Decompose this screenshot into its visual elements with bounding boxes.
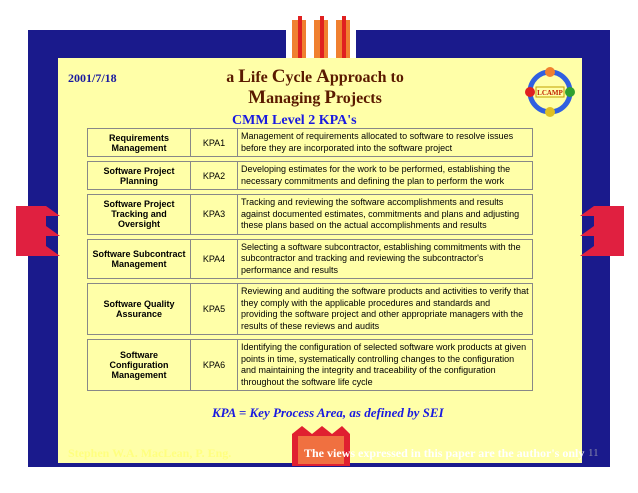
kpa-code: KPA3 bbox=[191, 195, 238, 235]
table-row bbox=[88, 239, 533, 279]
kpa-description: Reviewing and auditing the software products and activities to verify that they comply with the applicable procedures and standards and providing the software project and other appropriate managers with the results of these reviews and audits bbox=[238, 284, 533, 335]
slide-title bbox=[170, 67, 460, 109]
right-arrow-decoration bbox=[578, 196, 624, 266]
title-word-ife: ife bbox=[250, 69, 272, 86]
table-row bbox=[88, 195, 533, 235]
kpa-description: Selecting a software subcontractor, establishing commitments with the subcontractor and tracking and reviewing the subcontractor's performance and results bbox=[238, 239, 533, 279]
kpa-code: KPA2 bbox=[191, 162, 238, 190]
kpa-description: Identifying the configuration of selected software work products at given points in time, systematically controlling changes to the configuration and maintaining the integrity and traceability of the configuration throughout the software life cycle bbox=[238, 340, 533, 391]
kpa-area: Software Configuration Management bbox=[88, 340, 191, 391]
logo-text: LCAMP bbox=[537, 89, 563, 97]
kpa-code: KPA6 bbox=[191, 340, 238, 391]
title-letter-p: P bbox=[324, 87, 336, 108]
title-word-anaging: anaging bbox=[266, 90, 325, 107]
title-word-rojects: rojects bbox=[335, 90, 382, 107]
kpa-description: Management of requirements allocated to software to resolve issues before they are incorporated into the software project bbox=[238, 129, 533, 157]
kpa-area: Software Subcontract Management bbox=[88, 239, 191, 279]
kpa-code: KPA4 bbox=[191, 239, 238, 279]
lcamp-logo bbox=[522, 64, 578, 120]
footer-author: Stephen W.A. MacLean, P. Eng. bbox=[68, 446, 232, 460]
kpa-code: KPA1 bbox=[191, 129, 238, 157]
table-row bbox=[88, 162, 533, 190]
footer-disclaimer: The views expressed in this paper are the author's only bbox=[304, 446, 585, 460]
left-arrow-decoration bbox=[16, 196, 62, 266]
page-number: 11 bbox=[588, 447, 599, 459]
kpa-area: Software Quality Assurance bbox=[88, 284, 191, 335]
title-letter-a: A bbox=[316, 66, 330, 87]
slide-subtitle: CMM Level 2 KPA's bbox=[232, 113, 357, 128]
title-word-pproach: pproach to bbox=[329, 69, 404, 86]
kpa-area: Requirements Management bbox=[88, 129, 191, 157]
title-letter-c: C bbox=[271, 66, 286, 87]
kpa-area: Software Project Tracking and Oversight bbox=[88, 195, 191, 235]
title-word-ycle: ycle bbox=[285, 69, 317, 86]
kpa-code: KPA5 bbox=[191, 284, 238, 335]
slide-date: 2001/7/18 bbox=[68, 71, 117, 85]
table-row bbox=[88, 340, 533, 391]
top-tab-decoration bbox=[286, 16, 356, 62]
kpa-description: Developing estimates for the work to be performed, establishing the necessary commitments and defining the plan to perform the work bbox=[238, 162, 533, 190]
kpa-description: Tracking and reviewing the software accomplishments and results against documented estimates, commitments and plans and adjusting these plans based on the actual accomplishments and results bbox=[238, 195, 533, 235]
table-row bbox=[88, 284, 533, 335]
kpa-table bbox=[87, 128, 533, 391]
title-letter-m: M bbox=[248, 87, 267, 108]
title-letter-l: L bbox=[238, 66, 251, 87]
kpa-area: Software Project Planning bbox=[88, 162, 191, 190]
title-prefix: a bbox=[226, 69, 239, 86]
table-row bbox=[88, 129, 533, 157]
kpa-definition-note: KPA = Key Process Area, as defined by SEI bbox=[212, 405, 444, 420]
